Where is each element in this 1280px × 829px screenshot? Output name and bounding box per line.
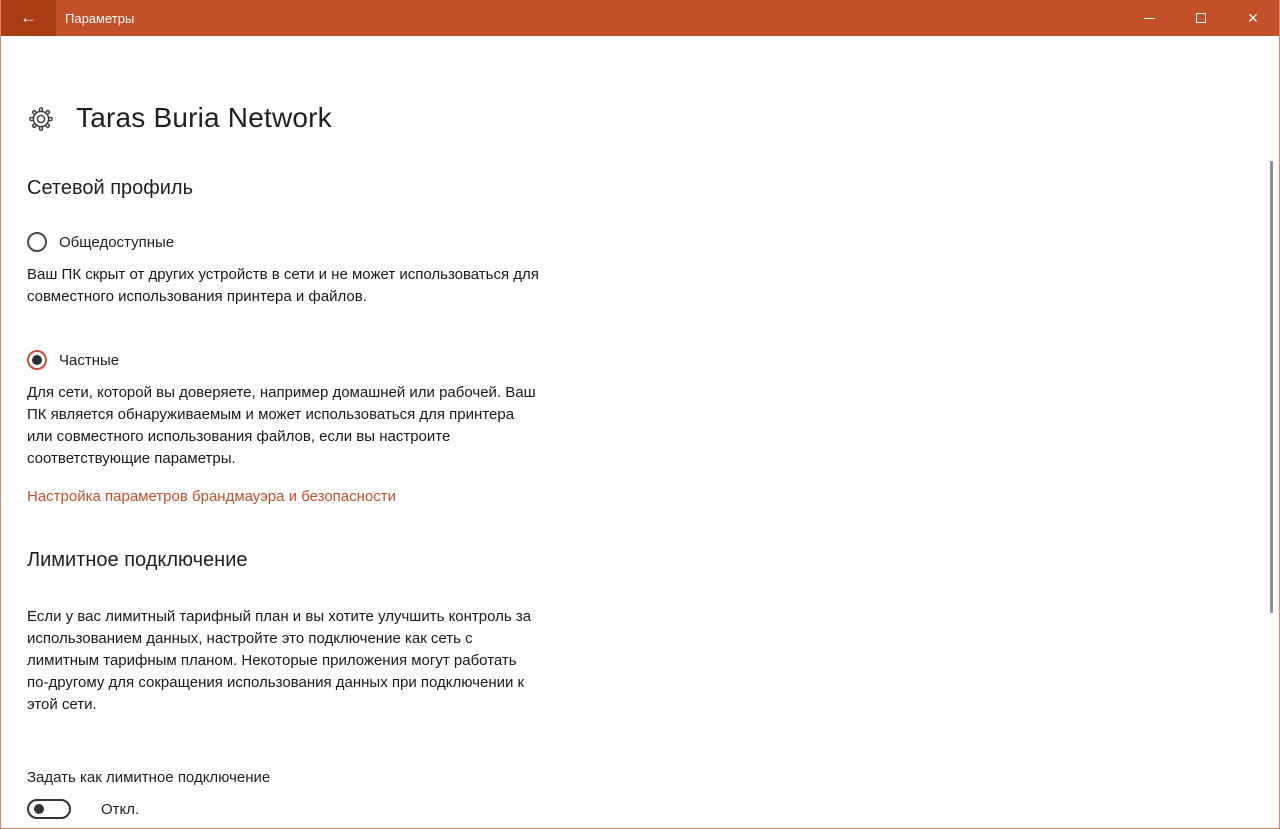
metered-toggle-label: Задать как лимитное подключение [27,769,271,786]
public-description: Ваш ПК скрыт от других устройств в сети и не может использоваться для совместного использования принтера и файлов. [27,266,539,305]
radio-option-private[interactable] [27,350,119,370]
radio-selected-dot [32,355,42,365]
back-arrow-icon: ← [20,8,37,27]
settings-content [1,36,1279,828]
network-profile-heading: Сетевой профиль [27,177,194,199]
close-icon: ✕ [1247,10,1259,26]
radio-option-public[interactable] [27,232,174,252]
toggle-knob [34,804,44,814]
close-button[interactable] [1227,0,1279,36]
radio-private-label: Частные [59,351,120,369]
metered-toggle-row [27,799,139,819]
metered-toggle-switch[interactable] [27,799,71,819]
window-title: Параметры [65,10,135,26]
settings-gear-icon [29,107,53,131]
radio-public-icon[interactable] [27,232,47,252]
radio-public-label: Общедоступные [59,233,175,251]
scrollbar-track[interactable] [1266,72,1278,827]
maximize-icon [1196,13,1206,23]
metered-connection-heading: Лимитное подключение [27,549,248,571]
metered-toggle-state: Откл. [101,800,140,818]
back-button[interactable] [1,0,56,36]
scrollbar-thumb[interactable] [1270,161,1273,613]
page-title-row [29,102,332,134]
page-title: Taras Buria Network [76,102,332,133]
radio-private-icon[interactable] [27,350,47,370]
metered-description: Если у вас лимитный тарифный план и вы хотите улучшить контроль за использованием данных, настройте это подключение как сеть с лимитным тарифным планом. Некоторые приложения могут работать по-другому для сокращения использования данных при подключении к этой сети. [27,608,532,713]
titlebar [1,0,1279,36]
minimize-icon [1144,18,1155,19]
private-description: Для сети, которой вы доверяете, например домашней или рабочей. Ваш ПК является обнаруживаемым и может использоваться для принтера или совместного использования файлов, если вы настроите соответствующие параметры. [27,384,536,467]
window-controls [1123,0,1279,36]
firewall-settings-link[interactable]: Настройка параметров брандмауэра и безопасности [27,488,397,505]
maximize-button[interactable] [1175,0,1227,36]
minimize-button[interactable] [1123,0,1175,36]
